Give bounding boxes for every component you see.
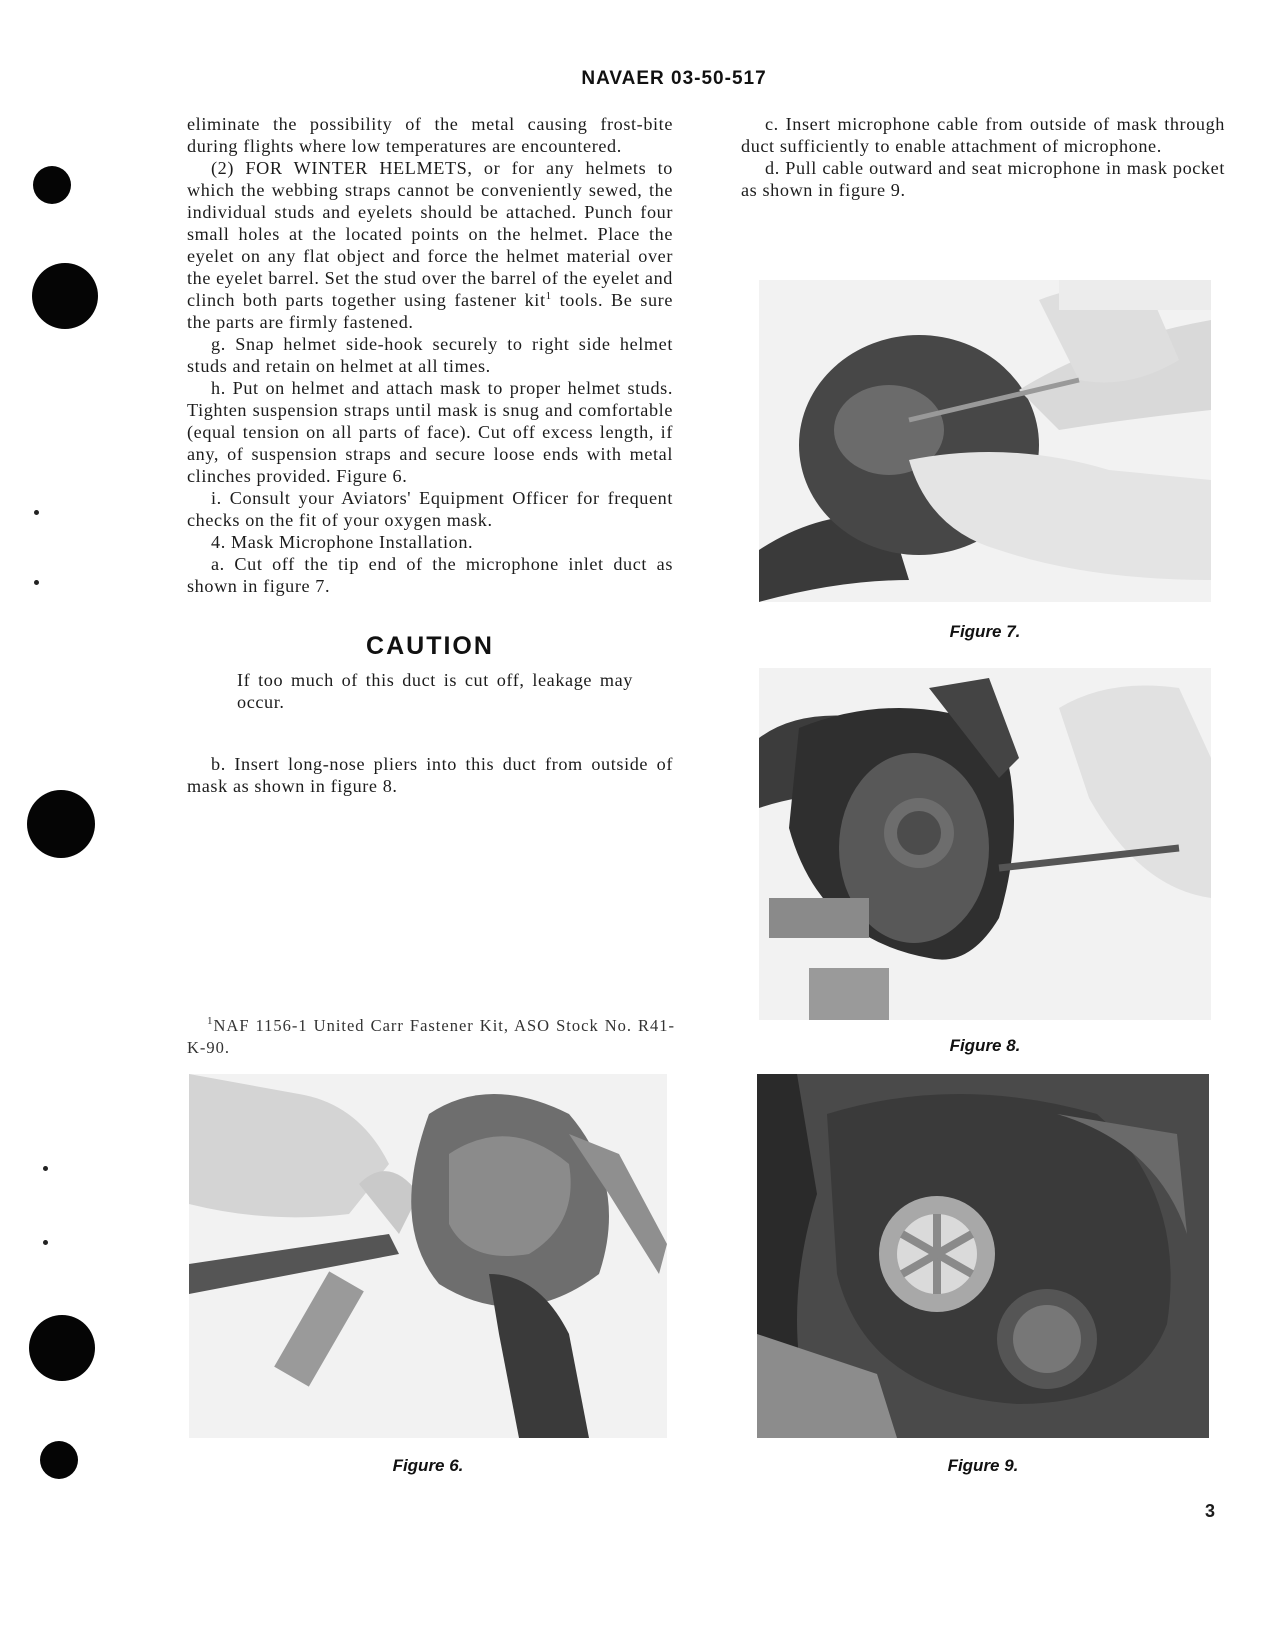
scan-speck [34,580,39,585]
scan-speck [43,1240,48,1245]
binder-hole [29,1315,95,1381]
paragraph-winter-helmets [187,157,673,333]
figure-8-photo [759,668,1211,1020]
binder-hole [33,166,71,204]
paragraph-step-h: h. Put on helmet and attach mask to proper helmet studs. Tighten suspension straps until mask is snug and comfortable (equal tension on all parts of face). Cut off excess length, if any, of suspension straps and secure loose ends with metal clinches provided. Figure 6. [187,378,673,486]
paragraph-step-d: d. Pull cable outward and seat microphone in mask pocket as shown in figure 9. [741,158,1225,200]
figure-7-photo [759,280,1211,602]
figure-7-caption: Figure 7. [949,622,1021,641]
scan-speck [43,1166,48,1171]
scan-speck [34,510,39,515]
section-heading-microphone-installation: 4. Mask Microphone Installation. [211,532,474,552]
caution-text: If too much of this duct is cut off, leakage may occur. [237,670,633,712]
binder-hole [27,790,95,858]
paragraph-text: (2) FOR WINTER HELMETS, or for any helmets to which the webbing straps cannot be conveniently sewed, the individual studs and eyelets should be attached. Punch four small holes at the located points on the helmet. Place the eyelet on any flat object and force the helmet material over the eyelet barrel. Set the stud over the barrel of the eyelet and clinch both parts together using fastener kit [187,158,673,310]
footnote-text: NAF 1156-1 United Carr Fastener Kit, ASO Stock No. R41-K-90. [187,1016,675,1057]
caution-title: CAUTION [366,632,494,660]
document-header: NAVAER 03-50-517 [581,68,767,89]
figure-6-photo [189,1074,667,1438]
paragraph-step-a: a. Cut off the tip end of the microphone inlet duct as shown in figure 7. [187,554,673,596]
footnote-marker: 1 [207,1015,214,1027]
figure-8-caption: Figure 8. [949,1036,1021,1055]
footnote [187,1015,675,1059]
figure-9-caption: Figure 9. [947,1456,1019,1475]
paragraph-step-b: b. Insert long-nose pliers into this duct from outside of mask as shown in figure 8. [187,754,673,796]
page-number: 3 [1205,1501,1216,1521]
left-column [187,113,673,797]
binder-hole [32,263,98,329]
right-column [741,113,1225,201]
paragraph-step-c: c. Insert microphone cable from outside of mask through duct sufficiently to enable attachment of microphone. [741,114,1225,156]
paragraph: eliminate the possibility of the metal causing frost-bite during flights where low temperatures are encountered. [187,114,673,156]
paragraph-step-i: i. Consult your Aviators' Equipment Officer for frequent checks on the fit of your oxygen mask. [187,488,673,530]
paragraph-step-g: g. Snap helmet side-hook securely to right side helmet studs and retain on helmet at all times. [187,334,673,376]
binder-hole [40,1441,78,1479]
figure-6-caption: Figure 6. [392,1456,464,1475]
footnote-reference: 1 [545,290,552,302]
paragraph-text: tools. Be sure the parts are firmly fastened. [187,290,673,332]
figure-9-photo [757,1074,1209,1438]
